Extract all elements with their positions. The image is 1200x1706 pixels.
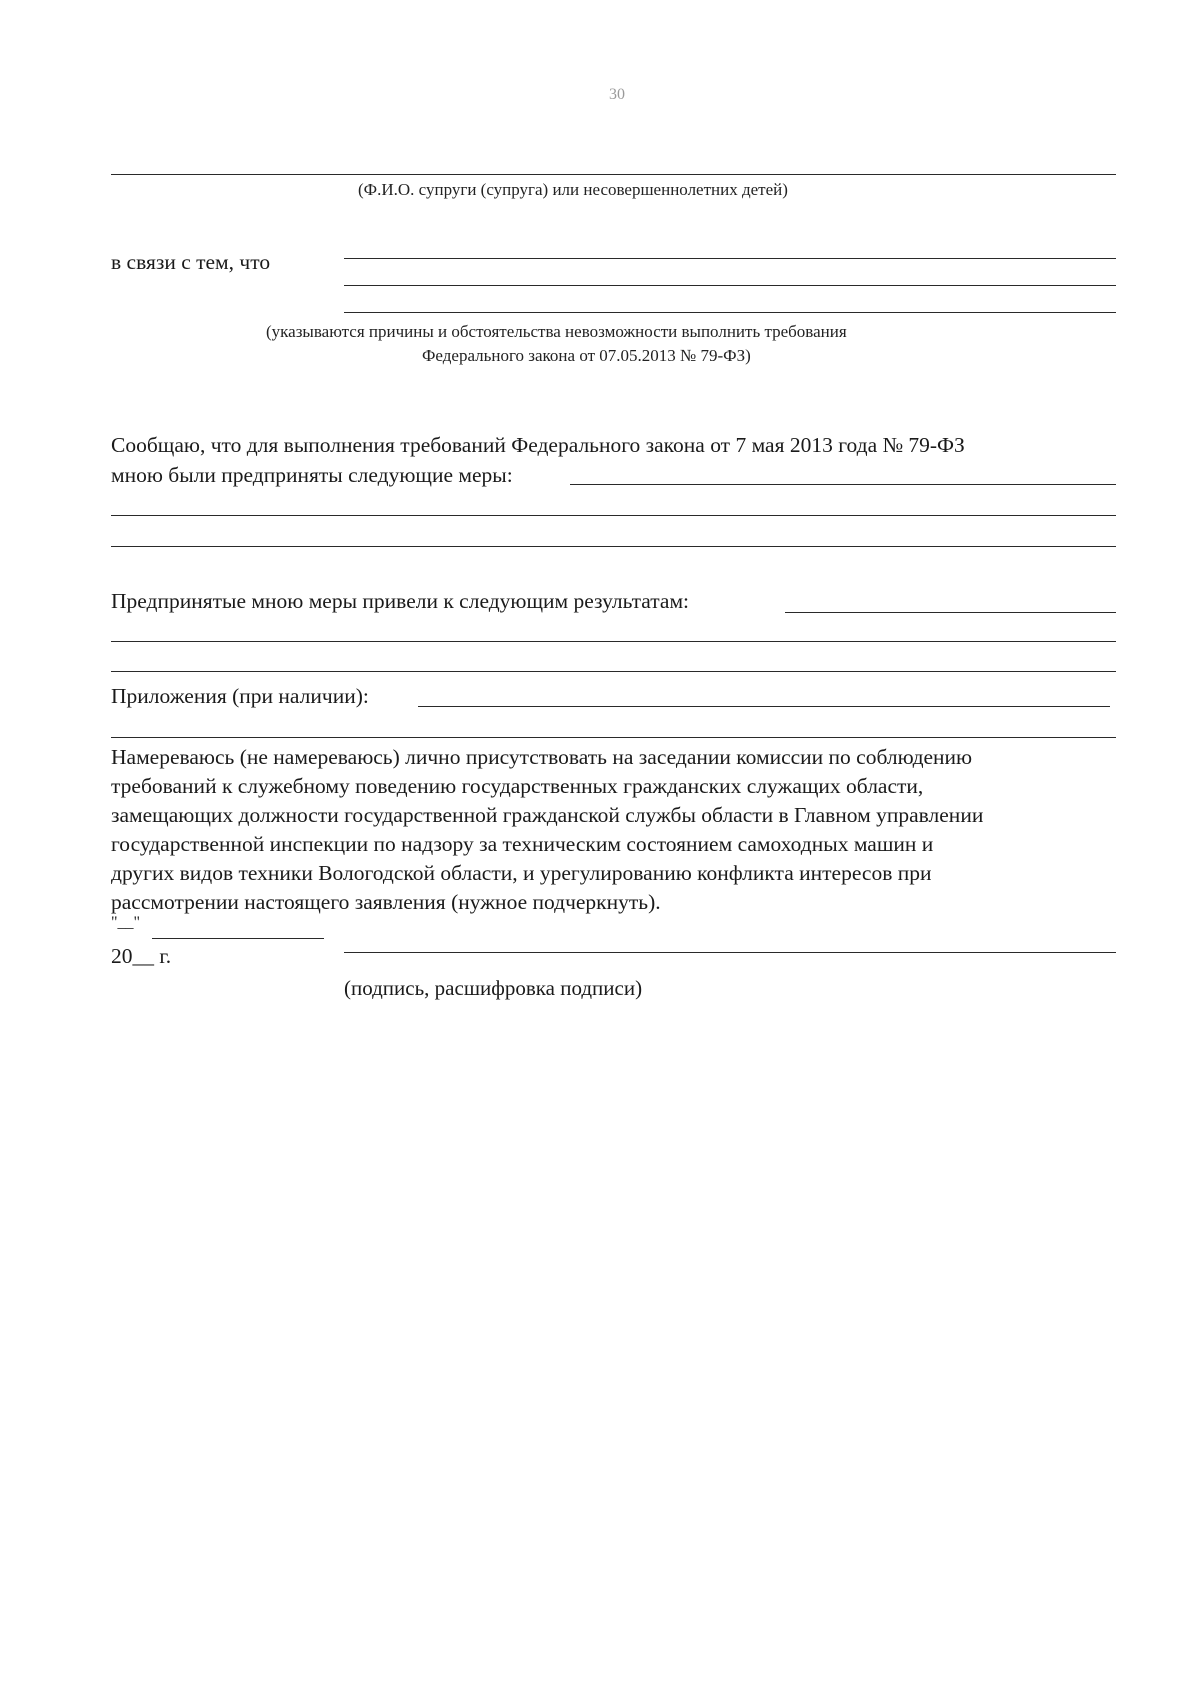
reason-line-1[interactable] [344,258,1116,259]
intention-line-5: других видов техники Вологодской области, и урегулированию конфликта интересов при [111,861,932,885]
intention-line-2: требований к служебному поведению государственных гражданских служащих области, [111,774,924,798]
signature-caption: (подпись, расшифровка подписи) [344,976,643,1000]
signature-line[interactable] [344,952,1116,953]
intention-line-4: государственной инспекции по надзору за техническим состоянием самоходных машин и [111,832,934,856]
intention-line-1: Намереваюсь (не намереваюсь) лично присутствовать на заседании комиссии по соблюдению [111,745,973,769]
date-month-line[interactable] [152,938,324,939]
results-label: Предпринятые мною меры привели к следующим результатам: [111,589,690,613]
reasons-caption-line1: (указываются причины и обстоятельства невозможности выполнить требования [266,322,847,341]
date-year: 20__ г. [111,944,172,968]
results-line-1[interactable] [785,612,1116,613]
measures-line-3[interactable] [111,546,1116,547]
attachments-label: Приложения (при наличии): [111,684,369,708]
reason-line-2[interactable] [344,285,1116,286]
measures-line-2[interactable] [111,515,1116,516]
fio-caption: (Ф.И.О. супруги (супруга) или несовершеннолетних детей) [358,180,788,199]
attachments-line-1[interactable] [418,706,1110,707]
intention-line-6: рассмотрении настоящего заявления (нужное подчеркнуть). [111,890,661,914]
attachments-line-2[interactable] [111,737,1116,738]
in-connection-label: в связи с тем, что [111,250,271,274]
reasons-caption-line2: Федерального закона от 07.05.2013 № 79-ФЗ) [422,346,751,365]
results-line-2[interactable] [111,641,1116,642]
measures-text-line2: мною были предприняты следующие меры: [111,463,513,487]
date-day-quotes: "__" [111,914,141,931]
intention-line-3: замещающих должности государственной гражданской службы области в Главном управлении [111,803,984,827]
page-number: 30 [609,86,625,103]
measures-line-1[interactable] [570,484,1116,485]
reason-line-3[interactable] [344,312,1116,313]
intention-paragraph [111,743,1131,917]
measures-text-line1: Сообщаю, что для выполнения требований Федерального закона от 7 мая 2013 года № 79-ФЗ [111,433,965,457]
results-line-3[interactable] [111,671,1116,672]
fio-line[interactable] [111,174,1116,175]
